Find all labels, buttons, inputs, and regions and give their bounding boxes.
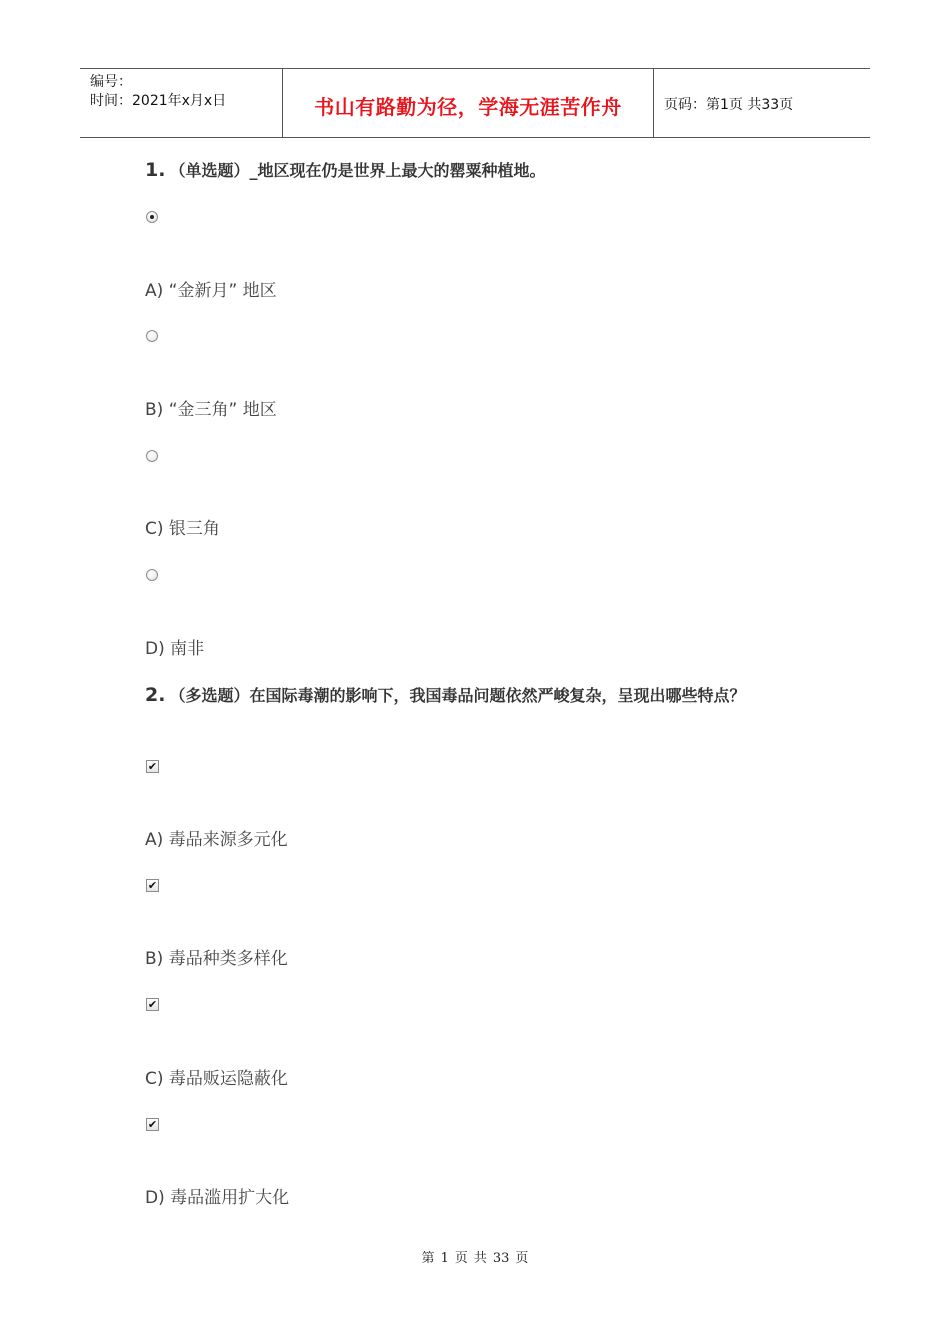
footer-prefix: 第 bbox=[421, 1251, 435, 1266]
page-label: 页码：第1页 共33页 bbox=[664, 97, 794, 113]
footer-page-word: 页 bbox=[454, 1251, 468, 1266]
question-text: 在国际毒潮的影响下，我国毒品问题依然严峻复杂，呈现出哪些特点？ bbox=[249, 686, 746, 705]
document-header bbox=[80, 68, 870, 138]
question-number: 2. bbox=[145, 684, 166, 706]
question-1-title bbox=[145, 158, 815, 183]
number-label: 编号： bbox=[90, 74, 132, 90]
option-b-label: B) “金三角” 地区 bbox=[145, 400, 277, 420]
option-c-radio[interactable] bbox=[146, 450, 158, 462]
footer-page-number: 1 bbox=[440, 1251, 449, 1266]
question-type: （多选题） bbox=[169, 686, 250, 705]
option-d-radio[interactable] bbox=[146, 569, 158, 581]
option-c-label: C) 银三角 bbox=[145, 519, 220, 539]
question-text: _地区现在仍是世界上最大的罂粟种植地。 bbox=[249, 161, 546, 180]
option-c-checkbox[interactable]: ✔ bbox=[147, 998, 158, 1011]
footer-total-pages: 33 bbox=[492, 1251, 510, 1266]
motto-text: 书山有路勤为径，学海无涯苦作舟 bbox=[314, 94, 622, 119]
option-d-label: D) 南非 bbox=[145, 639, 205, 659]
option-b-label: B) 毒品种类多样化 bbox=[145, 949, 288, 969]
header-page-cell bbox=[654, 69, 870, 137]
option-a-label: A) 毒品来源多元化 bbox=[145, 830, 288, 850]
option-b-checkbox[interactable]: ✔ bbox=[147, 879, 158, 892]
header-meta bbox=[80, 69, 282, 137]
question-type: （单选题） bbox=[169, 161, 250, 180]
option-d-checkbox[interactable]: ✔ bbox=[147, 1118, 158, 1131]
header-motto-cell bbox=[282, 69, 654, 137]
option-a-checkbox[interactable]: ✔ bbox=[147, 760, 158, 773]
question-number: 1. bbox=[145, 159, 166, 181]
time-label: 时间：2021年x月x日 bbox=[90, 93, 227, 109]
footer-suffix: 页 bbox=[515, 1251, 529, 1266]
page-footer bbox=[0, 1247, 950, 1266]
option-b-radio[interactable] bbox=[146, 330, 158, 342]
footer-total-word: 共 bbox=[473, 1251, 487, 1266]
question-2-title bbox=[145, 683, 815, 708]
option-d-label: D) 毒品滥用扩大化 bbox=[145, 1188, 290, 1208]
option-a-radio[interactable] bbox=[146, 211, 158, 223]
option-a-label: A) “金新月” 地区 bbox=[145, 281, 277, 301]
option-c-label: C) 毒品贩运隐蔽化 bbox=[145, 1069, 288, 1089]
